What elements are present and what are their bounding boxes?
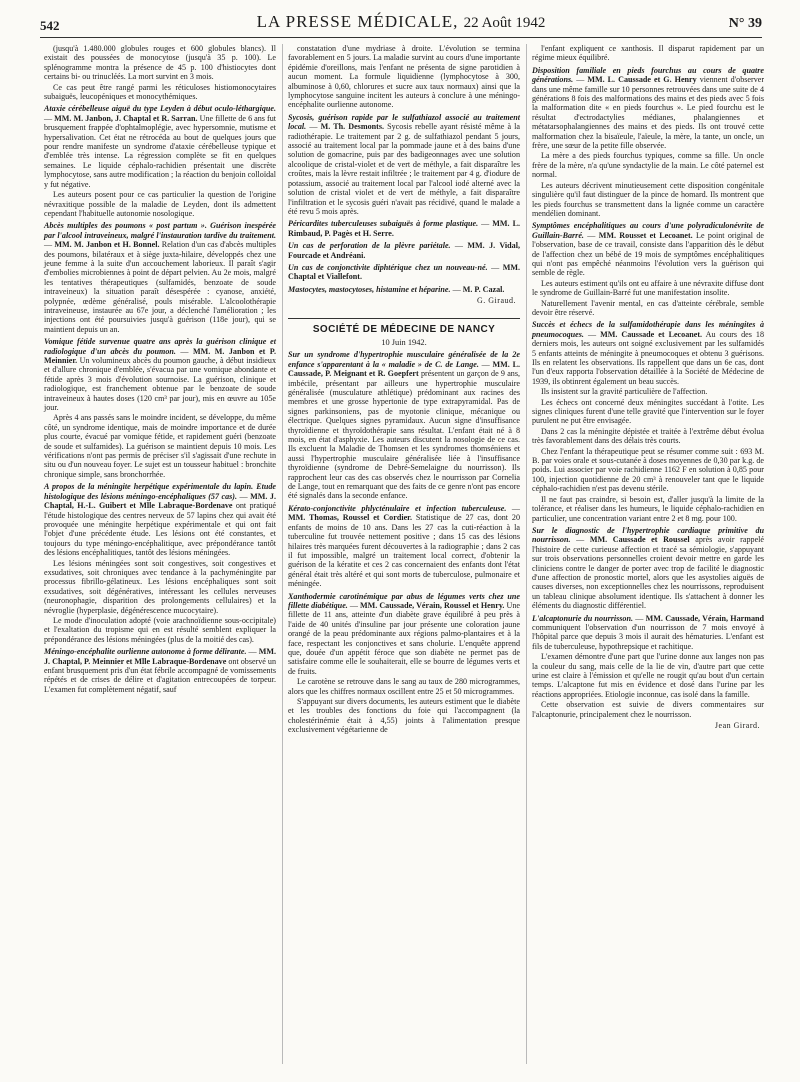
paragraph: l'enfant expliquent ce xanthosis. Il disparut rapidement par un régime mieux équilibré. [532,44,764,63]
article-authors: MM. Caussade, Vérain, Harmand [645,613,765,623]
article-heading: Un cas de conjonctivite diphtérique chez un nouveau-né. — MM. Chaptal et Viallefont. [288,262,521,282]
article [288,285,520,294]
paragraph: Les auteurs posent pour ce cas particulier la question de l'origine névraxitique possible de la maladie de Leyden, dont ils admettent cependant l'habituelle autonomie nosologique. [44,190,276,218]
article-heading: Mastocytes, mastocytoses, histamine et héparine. — M. P. Cazal. [288,284,505,294]
issue-number: N° 39 [728,16,762,31]
article [532,221,764,317]
article [532,526,764,611]
paragraph: La mère a des pieds fourchus typiques, comme sa fille. Un oncle frère de la mère, n'a qu'une syndactylie de la main. Le côté paternel est normal. [532,151,764,180]
article-list [532,66,764,719]
article [532,320,764,523]
article-authors: MM. L. Caussade et G. Henry [587,75,697,85]
article-heading: Symptômes encéphalitiques au cours d'une polyradiculonévrite de Guillain-Barré. — MM. Rousset et Lecoanet. Le point original de l'observation, base de ce travail, consiste dans l'apparition dès le début de l'affection chez un bébé de 19 mois de symptômes encéphalitiques qui n'ont pas empêché néanmoins l'évolution vers la guérison qui semble de règle. [532,221,764,278]
article-heading: Kérato-conjonctivite phlycténulaire et infection tuberculeuse. — MM. Thomas, Roussel et Cordier. Statistique de 27 cas, dont 20 enfants de moins de 10 ans. Dans les 27 cas la cuti-réaction à la tuberculine fut trouvée nettement positive ; dans 15 cas des lésions hilaires très marquées furent découvertes à la radiographie ; dans 2 cas il fut impossible, malgré un traitement local correct, d'obtenir la guérison de la kératite et ces 2 cas concernaient des enfants dont l'état général était très altéré et qui sont morts de tuberculose, pulmonaire et méningée. [288,503,520,589]
paragraph: Le carotène se retrouve dans le sang au taux de 280 microgrammes, alors que les chiffres normaux oscillent entre 25 et 50 microgrammes. [288,677,520,696]
paragraph: S'appuyant sur divers documents, les auteurs estiment que le diabète et les troubles des fonctions du foie qui l'accompagnent (la cholestérinémie était à 4,55) joints à l'alimentation presque exclusivement végétarienne de [288,697,520,735]
article-text: ont observé un enfant brusquement pris d'un état fébrile accompagné de vomissements répétés et de crises de délire et d'agitation entrecoupées de torpeur. L'examen fut complètement négatif, sauf [44,656,277,694]
article-authors: M. Th. Desmonts. [320,122,384,132]
column-right [532,44,764,734]
column-intro [532,44,764,63]
journal-masthead [40,12,762,32]
article-text: Le point original de l'observation, base de ce travail, consiste dans l'apparition dès le début de l'affection chez un bébé de 19 mois de symptômes encéphalitiques qui n'ont pas empêché néanmoins l'évolution vers la guérison qui semble de règle. [532,230,764,278]
paragraph: Ce cas peut être rangé parmi les réticuloses histiomonocytaires subaiguës, leucopéniques et monocythémiques. [44,82,276,102]
article [44,647,276,694]
article [44,482,276,644]
article [288,241,520,260]
article [288,219,520,238]
journal-name: LA PRESSE MÉDICALE, [256,12,459,31]
article-heading: L'alcaptonurie du nourrisson. — MM. Caussade, Vérain, Harmand communiquent l'observation d'un nourrisson de 7 mois envoyé à l'hôpital parce que depuis 3 mois il aurait des hématuries. L'enfant est fils de tuberculeuse, hypothrepsique et rachitique. [532,613,765,651]
article [44,221,276,334]
article-heading: Abcès multiples des poumons « post partum ». Guérison inespérée par l'alcool intraveineux, malgré l'instauration tardive du traitement. — MM. M. Janbon et H. Bonnel. Relation d'un cas d'abcès multiples des poumons, bilatéraux et à siège juxta-hilaire, développés chez une jeune femme à la suite d'un accouchement laborieux. Il paraît s'agir d'embolies microbiennes à point de départ pelvien. Au 2e mois, malgré les tentatives thérapeutiques (sulfamidés, benzoate de soude intraveineux) la situation paraît désespérée : cyanose, anxiété, polypnée, œdème généralisé, pouls misérable. L'alcoolothérapie intraveineuse, instaurée au 67e jour, a déclenché l'amélioration ; les injections ont été poursuivies jusqu'à guérison (118e jour), qui se maintient depuis un an. [44,221,276,334]
article [288,592,520,735]
article-text: Une fillette de 11 ans, atteinte d'un diabète grave équilibré à peu près à l'aide de 40 unités d'insuline par jour présente une coloration jaune orangé de la peau prédominante aux régions palmo-plantaires et à la face, respectant les conjonctives et sans cholurie. L'enquête apprend que, douée d'un appétit féroce que son diabète ne permet pas de satisfaire comme elle le souhaiterait, elle se bourre de légumes verts et de fruits. [288,600,520,676]
article-list [44,104,276,694]
article-authors: MM. J. Vidal, Fourcade et Andréani. [288,241,520,260]
article-authors: MM. J. Chaptal, P. Meinnier et Mlle Labraque-Bordenave [44,647,276,666]
article-heading: Péricardites tuberculeuses subaiguës à forme plastique. — MM. L. Rimbaud, P. Pagès et H. Serre. [288,219,521,238]
article-title: Méningo-encéphalite ourlienne autonome à forme délirante. [44,647,247,657]
article-authors: MM. J. Chaptal, H.-L. Guibert et Mlle Labraque-Bordenave [44,491,276,511]
article-title: Xanthodermie carotinémique par abus de légumes verts chez une fillette diabétique. [288,591,520,610]
paragraph: L'examen démontre d'une part que l'urine donne aux langes non pas la couleur du sang, mais celle de la lie de vin, d'autre part que cette urine est claire à l'émission et qu'elle ne rougit qu'au bout d'un certain temps. L'alcaptone fut mis en évidence et dosé dans l'urine par les réactions appropriées. Etiologie inconnue, cas isolé dans la famille. [532,652,764,699]
article-text: Un volumineux abcès du poumon gauche, à début insidieux et d'allure chronique d'emblée, s'évacua par une vomique abondante et fétide après 3 mois d'évolution sournoise. La guérison, clinique et radiologique, est franchement obtenue par le benzoate de soude intraveineux à hautes doses (120 cm³ par jour), mis en œuvre au 105e jour. [44,356,276,413]
article-title: Abcès multiples des poumons « post partum ». Guérison inespérée par l'alcool intraveineux, malgré l'instauration tardive du traitement. [44,221,276,240]
article [44,337,276,479]
article-heading: Un cas de perforation de la plèvre pariétale. — MM. J. Vidal, Fourcade et Andréani. [288,241,520,260]
header-rule [40,37,762,38]
article-text: communiquent l'observation d'un nourrisson de 7 mois envoyé à l'hôpital parce que depuis 3 mois il aurait des hématuries. L'enfant est fils de tuberculeuse, hypothrepsique et rachitique. [532,622,764,651]
column-intro [288,44,520,110]
article-heading: A propos de la méningite herpétique expérimentale du lapin. Etude histologique des lésions méningo-encéphaliques (57 cas). — MM. J. Chaptal, H.-L. Guibert et Mlle Labraque-Bordenave ont pratiqué l'étude histologique des centres nerveux de 57 lapins chez qui avait été provoquée une méningite herpétique expérimentale et qui ont fait l'objet d'une précédente étude. Les lésions ont été constantes, et toujours du type méningo-encéphalitique, avec prépondérance tantôt des lésions encéphalitiques, tantôt des lésions méningées. [44,482,276,558]
article [532,66,764,219]
article-heading: Xanthodermie carotinémique par abus de légumes verts chez une fillette diabétique. — MM. Caussade, Vérain, Roussel et Henry. Une fillette de 11 ans, atteinte d'un diabète grave équilibré à peu près à l'aide de 40 unités d'insuline par jour présente une coloration jaune orangé de la peau prédominante aux régions palmo-plantaires et à la face, respectant les conjonctives et sans cholurie. L'enquête apprend que, douée d'un appétit féroce que son diabète ne permet pas de satisfaire comme elle le souhaiterait, elle se bourre de légumes verts et de fruits. [288,591,520,676]
article-heading: Méningo-encéphalite ourlienne autonome à forme délirante. — MM. J. Chaptal, P. Meinnier et Mlle Labraque-Bordenave ont observé un enfant brusquement pris d'un état fébrile accompagné de vomissements répétés et de crises de délire et d'agitation entrecoupées de torpeur. L'examen fut complètement négatif, sauf [44,647,277,694]
article-title: Disposition familiale en pieds fourchus au cours de quatre générations. [532,65,764,85]
article [288,350,520,501]
article-heading: Vomique fétide survenue quatre ans après la guérison clinique et radiologique d'un abcès du poumon. — MM. M. Janbon et P. Meinnier. Un volumineux abcès du poumon gauche, à début insidieux et d'allure chronique d'emblée, s'évacua par une vomique abondante et fétide après 3 mois d'évolution sournoise. La guérison, clinique et radiologique, est franchement obtenue par le benzoate de soude intraveineux à hautes doses (120 cm³ par jour), mis en œuvre au 105e jour. [44,337,276,413]
article-title: Péricardites tuberculeuses subaiguës à forme plastique. [288,219,479,229]
society-date: 10 Juin 1942. [381,337,427,347]
article-authors: MM. M. Janbon et P. Meinnier. [44,346,276,365]
column-intro [44,44,276,101]
article-authors: MM. M. Janbon et H. Bonnel. [54,240,160,250]
article-title: Ataxie cérébelleuse aiguë du type Leyden à début oculo-léthargique. [44,104,276,114]
article-heading: Sycosis, guérison rapide par le sulfathiazol associé au traitement local. — M. Th. Desmonts. Sycosis rebelle ayant résisté même à la radiothérapie. Le traitement par 2 g. de sulfathiazol pendant 5 jours, associé au traitement local par la pommade jaune et à des bains d'une solution de gomacrine, puis par des badigeonnages avec une solution alcoolique de cristal-violet et de vert de méthyle, a fait disparaître les croûtes, mais la lèvre restait infiltrée ; le traitement par 4 g. d'iodure de potassium, associé au traitement local par l'alcool iodé alterné avec la solution de cristal violet et de vert de méthyle, a fait disparaître l'infiltration et le sycosis guéri n'avait pas récidivé, quand le malade a été revu 5 mois après. [288,112,521,216]
article-heading: Ataxie cérébelleuse aiguë du type Leyden à début oculo-léthargique. — MM. M. Janbon, J. Chaptal et R. Sarran. Une fillette de 6 ans fut brusquement frappée d'ophtalmoplégie, avec hypersomnie, mutisme et hypersalivation. Cet état ne rétrocéda au bout de quelques jours que pour rendre manifeste un syndrome d'ataxie cérébelleuse typique et d'emblée très intense. La régression complète se fit en quelques semaines. Le liquide céphalo-rachidien présentait une discrète lymphocytose, sans autre modification ; la réaction du benjoin colloïdal y fut négative. [44,104,276,189]
paragraph: Ils insistent sur la gravité particulière de l'affection. [541,387,708,397]
article-text: après avoir rappelé l'histoire de cette curieuse affection et tracé sa sémiologie, s'appuyant sur trois observations personnelles croient devoir mettre en garde les cliniciens contre le danger de porter avec trop de facilité le diagnostic d'une affection de pronostic mortel, alors que les asystolies aiguës de causes diverses, non exceptionnelles chez les nourrissons, reproduisent un tableau clinique absolument identique. Ils s'attachent à donner les éléments du diagnostic différentiel. [532,535,765,611]
article-title: A propos de la méningite herpétique expérimentale du lapin. Etude histologique des lésions méningo-encéphaliques (57 cas). [44,482,276,501]
article-heading: Disposition familiale en pieds fourchus au cours de quatre générations. — MM. L. Caussade et G. Henry viennent d'observer dans une même famille sur 10 personnes retrouvées dans une suite de 4 générations 8 fois des malformations des mains et des pieds avec 5 fois la malformation dite « en pieds fourchus ». Le pied fourchu est le résultat d'ectrodactylies médianes, phalangiennes et métatarsophalangiennes des mains et des pieds. Ils ont trouvé cette malformation chez la bisaïeule, l'aïeule, la mère, la tante, un oncle, un frère, une sœur de la petite fille observée. [532,65,765,151]
article-text: présentent un garçon de 9 ans, imbécile, présentant par ailleurs une hypertrophie musculaire généralisée (musculature athlétique) prédominant aux racines des membres et une grosse hypertonie de type extrapyramidal. Pas de signes parkinsoniens, pas de myotonie clinique, mécanique ou électrique. Quelques signes pyramidaux. Aucun signe d'insuffisance thyroïdienne et thyroïdothérapie sans résultat. L'enfant était né à 8 mois, en état d'asphyxie. Les auteurs discutent la nosologie de ce cas. Ils excluent la Maladie de Thomsen et les syndromes thomséniens et aussi l'hypertrophie musculaire généralisée liée à l'insuffisance thyroïdienne (syndrome de Debré-Semelaigne du nourrisson). Ils rapprochent leur cas des cas observés chez le nourrisson par Cornelia de Lange, tout en remarquant que des faits de ce genre n'ont pas encore été signalés dans la seconde enfance. [288,369,521,501]
paragraph: Naturellement l'avenir mental, en cas d'atteinte cérébrale, semble devoir être réservé. [532,298,764,317]
article-title: Sycosis, guérison rapide par le sulfathiazol associé au traitement local. [288,112,520,132]
column-divider [526,44,527,1064]
article-authors: MM. L. Caussade, P. Meignant et R. Goepfert [288,359,521,379]
article-text: viennent d'observer dans une même famille sur 10 personnes retrouvées dans une suite de 4 générations 8 fois des malformations des mains et des pieds avec 5 fois la malformation dite « en pieds fourchus ». Le pied fourchu est le résultat d'ectrodactylies médianes, phalangiennes et métatarsophalangiennes des mains et des pieds. Ils ont trouvé cette malformation chez la bisaïeule, l'aïeule, la mère, la tante, un oncle, un frère, une sœur de la petite fille observée. [532,75,765,151]
paragraph: Les lésions méningées sont soit congestives, soit congestives et exsudatives, soit chroniques avec tendance à la pachyméningite par processus fibrillo-gélatineux. Les lésions encéphaliques sont soit exsudatives, soit dégénératives, intéressant les cellules nerveuses (neuronophagie, disparition des prolongements cellulaires) et la névroglie (hyperplasie, dégénérescence mucocytaire). [44,558,276,615]
author-signature: Jean Girard. [714,721,760,731]
article-text: Au cours des 18 derniers mois, les auteurs ont soigné exclusivement par les sulfamidés 5 enfants atteints de méningite à pneumocoques et obtenu 3 guérisons. Ils en relatent les observations. Ils rappellent que dans un 6e cas, dont l'un d'eux rapporta l'observation détaillée à la Société de Médecine de 1939, ils obtinrent également un beau succès. [532,329,765,386]
article-title: Succès et échecs de la sulfamidothérapie dans les méningites à pneumocoques. [532,320,764,339]
article-authors: MM. M. Janbon, J. Chaptal et R. Sarran. [54,113,198,123]
article-title: Un cas de conjonctivite diphtérique chez un nouveau-né. [288,262,488,272]
paragraph: Les échecs ont concerné deux méningites succédant à l'otite. Les signes cliniques furent d'une telle gravité que l'intervention sur le foyer purulent ne put être envisagée. [532,397,764,426]
article-list [288,113,520,294]
article-text: Sycosis rebelle ayant résisté même à la radiothérapie. Le traitement par 2 g. de sulfathiazol pendant 5 jours, associé au traitement local par la pommade jaune et à des bains d'une solution de gomacrine, puis par des badigeonnages avec une solution alcoolique de cristal-violet et de vert de méthyle, a fait disparaître les croûtes, mais la lèvre restait infiltrée ; le traitement par 4 g. d'iodure de potassium, associé au traitement local par l'alcool iodé alterné avec la solution de cristal violet et de vert de méthyle, a fait disparaître l'infiltration et le sycosis guéri n'avait pas récidivé, quand le malade a été revu 5 mois après. [288,122,521,216]
column-left [44,44,276,695]
article-title: Mastocytes, mastocytoses, histamine et héparine. [288,284,451,294]
article-title: Sur le diagnostic de l'hypertrophie cardiaque primitive du nourrisson. [532,525,764,545]
article-title: Vomique fétide survenue quatre ans après la guérison clinique et radiologique d'un abcès du poumon. [44,337,276,356]
article-title: Kérato-conjonctivite phlycténulaire et infection tuberculeuse. [288,503,507,513]
article-authors: MM. L. Rimbaud, P. Pagès et H. Serre. [288,219,521,238]
article-text: Statistique de 27 cas, dont 20 enfants de moins de 10 ans. Dans les 27 cas la cuti-réaction à la tuberculine fut trouvée nettement positive ; dans 15 cas des lésions hilaires très marquées furent découvertes à la radiographie ; dans 2 cas il fut impossible, malgré un traitement local correct, d'obtenir la guérison de la kératite et ces 2 cas concernaient des enfants dont l'état général était très altéré et qui sont morts de tuberculose, pulmonaire et méningée. [288,513,520,589]
article-title: L'alcaptonurie du nourrisson. [532,613,634,623]
article [44,104,276,218]
article-authors: MM. Caussade et Lecoanet. [600,329,703,339]
article [288,113,520,216]
issue-date: 22 Août 1942 [463,15,546,31]
paragraph: (jusqu'à 1.480.000 globules rouges et 600 globules blancs). Il existait des poussées de monocytose (jusqu'à 35 p. 100). Le splénogramme montra la présence de 45 p. 100 d'histiocytes dont certains bi- ou trinucléés. La mort survint en 3 mois. [44,44,276,82]
page-number: 542 [40,18,60,33]
society-title: SOCIÉTÉ DE MÉDECINE DE NANCY [288,318,520,334]
article-authors: MM. Thomas, Roussel et Cordier. [288,513,413,523]
column-middle [288,44,520,736]
article-title: Symptômes encéphalitiques au cours d'une polyradiculonévrite de Guillain-Barré. [532,221,764,240]
paragraph: Les auteurs décrivent minutieusement cette disposition congénitale singulière qu'il faut distinguer de la pince de homard. Ils montrent que les pieds fourchus se transmettent dans la lignée comme un caractère mendélien dominant. [532,180,764,218]
article-text: ont pratiqué l'étude histologique des centres nerveux de 57 lapins chez qui avait été provoquée une méningite herpétique expérimentale et qui ont fait l'objet d'une précédente étude. Les lésions ont été constantes, et toujours du type méningo-encéphalitique, avec prépondérance tantôt des lésions encéphalitiques, tantôt des lésions méningées. [44,501,276,558]
paragraph: Les auteurs estiment qu'ils ont eu affaire à une névraxite diffuse dont le syndrome de Guillain-Barré fut une manifestation insolite. [532,278,764,298]
page-header [40,12,762,34]
article-text: Relation d'un cas d'abcès multiples des poumons, bilatéraux et à siège juxta-hilaire, développés chez une jeune femme à la suite d'un accouchement laborieux. Il paraît s'agir d'embolies microbiennes à point de départ pelvien. Au 2e mois, malgré les tentatives thérapeutiques (sulfamidés, benzoate de soude intraveineux) la situation paraît désespérée : cyanose, anxiété, polypnée, œdème généralisé, pouls misérable. L'alcoolothérapie intraveineuse, instaurée au 67e jour, a déclenché l'amélioration ; les injections ont été poursuivies jusqu'à guérison (118e jour), qui se maintient depuis un an. [44,240,276,334]
paragraph: Après 4 ans passés sans le moindre incident, se développe, du même côté, un syndrome identique, mais de moindre importance et de durée plus courte, évacué par vomique fétide, et rapidement guéri (benzoate de soude et sulfamides). La guérison se maintient depuis 10 mois. Les vérifications n'ont pas permis de préciser s'il s'agissait d'une rechute in situ ou d'un nouveau foyer. Le sujet est un tousseur habituel : bronchite chronique simple, sans bronchorrhée. [44,413,276,479]
article-list [288,350,520,734]
article [288,263,520,282]
article-authors: MM. Rousset et Lecoanet. [598,230,693,240]
article-authors: M. P. Cazal. [462,284,505,294]
paragraph: Cette observation est suivie de divers commentaires sur l'alcaptonurie, principalement chez le nourrisson. [532,700,764,719]
article-text: Une fillette de 6 ans fut brusquement frappée d'ophtalmoplégie, avec hypersomnie, mutisme et hypersalivation. Cet état ne rétrocéda au bout de quelques jours que pour rendre manifeste un syndrome d'ataxie cérébelleuse typique et d'emblée très intense. La régression complète se fit en quelques semaines. Le liquide céphalo-rachidien présentait une discrète lymphocytose, sans autre modification ; la réaction du benjoin colloïdal y fut négative. [44,113,276,189]
paragraph: Dans 2 cas la méningite dépistée et traitée à l'extrême début évolua très favorablement dans des délais très courts. [532,426,764,446]
article-heading: Succès et échecs de la sulfamidothérapie dans les méningites à pneumocoques. — MM. Caussade et Lecoanet. Au cours des 18 derniers mois, les auteurs ont soigné exclusivement par les sulfamidés 5 enfants atteints de méningite à pneumocoques et obtenu 3 guérisons. Ils en relatent les observations. Ils rappellent que dans un 6e cas, dont l'un d'eux rapporta l'observation détaillée à la Société de Médecine de 1939, ils obtinrent également un beau succès. [532,320,765,386]
paragraph: Chez l'enfant la thérapeutique peut se résumer comme suit : 693 M. B. par voies orale et sous-cutanée à doses moyennes de 0,30 par k.g. de poids. Lui associer par voie rachidienne 1162 F en solution à 0,85 pour 100, injection quotidienne de 20 cm³ à renouveler tant que le liquide céphalo-rachidien n'est pas devenu stérile. [532,446,764,494]
article [532,614,764,719]
article-authors: MM. Caussade, Vérain, Roussel et Henry. [359,600,505,610]
paragraph: constatation d'une mydriase à droite. L'évolution se termina favorablement en 5 jours. La maladie survint au cours d'une importante épidémie d'oreillons, mais l'enfant ne présenta de signe parotidien à aucun moment. La formule liquidienne (lymphocytose à 300, albuminose à 0,60, chlorures et sucre aux taux normaux) ainsi que la lymphocytose sanguine incitent les auteurs à conclure à une méningo-encéphalite ourlienne autonome. [288,44,520,110]
article-heading: Sur le diagnostic de l'hypertrophie cardiaque primitive du nourrisson. — MM. Caussade et Roussel après avoir rappelé l'histoire de cette curieuse affection et tracé sa sémiologie, s'appuyant sur trois observations personnelles croient devoir mettre en garde les cliniciens contre le danger de porter avec trop de facilité le diagnostic d'une affection de pronostic mortel, alors que les asystolies aiguës de causes diverses, non exceptionnelles chez les nourrissons, reproduisent un tableau clinique absolument identique. Ils s'attachent à donner les éléments du diagnostic différentiel. [532,525,765,611]
article-title: Un cas de perforation de la plèvre pariétale. [288,241,451,251]
article-title: Sur un syndrome d'hypertrophie musculaire généralisée de la 2e enfance s'apparentant à la « maladie » de C. de Lange. [288,350,520,369]
article [288,504,520,589]
article-authors: MM. Chaptal et Viallefont. [288,262,521,282]
paragraph: Le mode d'inoculation adopté (voie arachnoïdienne sous-occipitale) et l'exaltation du tropisme qui en est résulté semblent expliquer la prépondérance des lésions méningées (plus de la moitié des cas). [44,615,276,644]
paragraph: Il ne faut pas craindre, si besoin est, d'aller jusqu'à la limite de la tolérance, et réaliser dans les humeurs, le liquide céphalo-rachidien en particulier, une concentration variant entre 2 et 8 mg. pour 100. [532,494,764,523]
article-heading: Sur un syndrome d'hypertrophie musculaire généralisée de la 2e enfance s'apparentant à la « maladie » de C. de Lange. — MM. L. Caussade, P. Meignant et R. Goepfert présentent un garçon de 9 ans, imbécile, présentant par ailleurs une hypertrophie musculaire généralisée (musculature athlétique) prédominant aux racines des membres et une grosse hypertonie de type extrapyramidal. Pas de signes parkinsoniens, pas de myotonie clinique, mécanique ou électrique. Quelques signes pyramidaux. Aucun signe d'insuffisance thyroïdienne et thyroïdothérapie sans résultat. L'enfant était né à 8 mois, en état d'asphyxie. Les auteurs discutent la nosologie de ce cas. Ils excluent la Maladie de Thomsen et les syndromes thomséniens et aussi l'hypertrophie musculaire généralisée liée à l'insuffisance thyroïdienne (syndrome de Debré-Semelaigne du nourrisson). Ils rapprochent leur cas des cas observés chez le nourrisson par Cornelia de Lange, tout en remarquant que des faits de ce genre n'ont pas encore été signalés dans la seconde enfance. [288,350,521,501]
article-authors: MM. Caussade et Roussel [589,535,690,545]
author-signature: G. Giraud. [477,296,516,306]
column-divider [282,44,283,1064]
